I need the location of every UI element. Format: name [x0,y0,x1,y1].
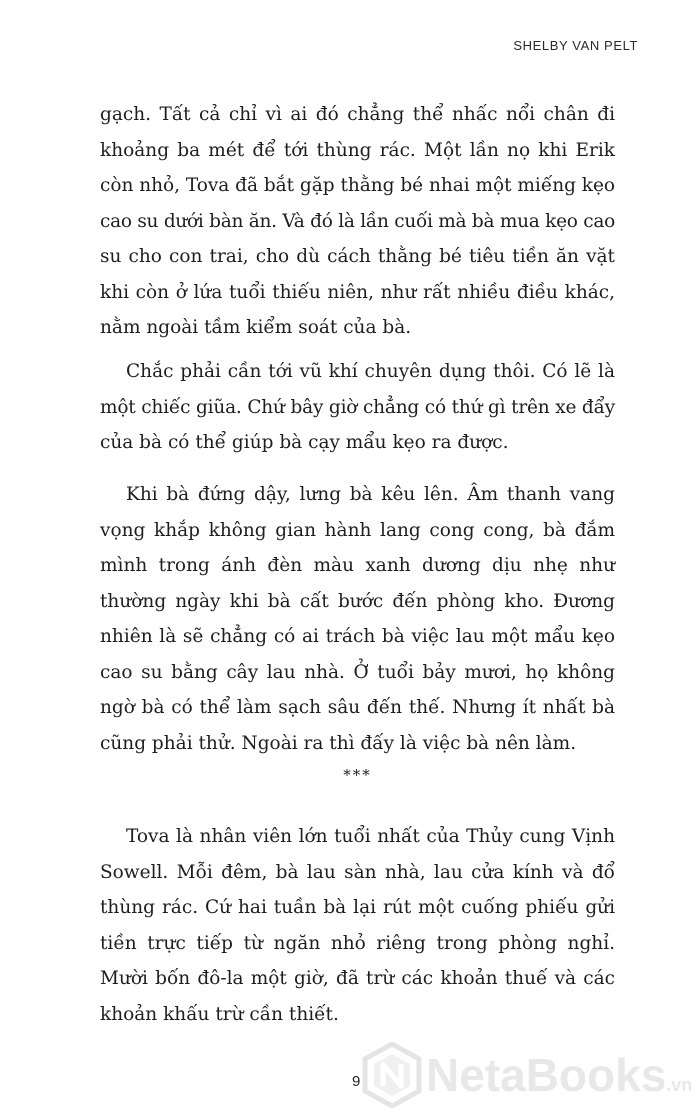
paragraph-line: Mười bốn đô-la một giờ, đã trừ các khoản thuế và các [100,968,615,989]
paragraph-line: gạch. Tất cả chỉ vì ai đó chẳng thể nhấc nổi chân đi [100,104,615,125]
paragraph-1 [100,97,615,346]
paragraph-line: một chiếc giũa. Chứ bây giờ chẳng có thứ gì trên xe đẩy [100,396,615,418]
paragraph-line: nhiên là sẽ chẳng có ai trách bà việc lau một mẩu kẹo [100,626,615,647]
paragraph-line: tiền trực tiếp từ ngăn nhỏ riêng trong phòng nghỉ. [100,932,615,954]
paragraph-3 [100,477,615,761]
paragraph-line: Khi bà đứng dậy, lưng bà kêu lên. Âm thanh vang [126,484,615,505]
paragraph-line: khi còn ở lứa tuổi thiếu niên, như rất nhiều điều khác, [100,281,615,303]
paragraph-line: Chắc phải cần tới vũ khí chuyên dụng thôi. Có lẽ là [126,361,615,382]
running-head: SHELBY VAN PELT [513,38,638,53]
paragraph-line: còn nhỏ, Tova đã bắt gặp thằng bé nhai một miếng kẹo [100,175,615,196]
paragraph-line: mình trong ánh đèn màu xanh dương dịu nhẹ như [100,555,615,576]
watermark-brand: NetaBooks.vn [426,1049,693,1101]
netabooks-watermark [360,1040,695,1110]
paragraph-line: Tova là nhân viên lớn tuổi nhất của Thủy cung Vịnh [126,826,615,847]
paragraph-line: thường ngày khi bà cất bước đến phòng kho. Đương [100,590,615,612]
paragraph-line: su cho con trai, cho dù cách thằng bé tiêu tiền ăn vặt [100,246,615,267]
paragraph-4 [100,819,615,1032]
netabooks-logo-icon [362,1042,422,1108]
paragraph-2 [100,354,615,461]
paragraph-line: của bà có thể giúp bà cạy mẩu kẹo ra được. [100,432,509,453]
paragraph-line: Sowell. Mỗi đêm, bà lau sàn nhà, lau cửa kính và đổ [100,861,615,883]
section-break: *** [343,766,372,784]
paragraph-line: khoảng ba mét để tới thùng rác. Một lần nọ khi Erik [100,139,615,161]
paragraph-line: cũng phải thử. Ngoài ra thì đấy là việc bà nên làm. [100,732,577,754]
paragraph-line: vọng khắp không gian hành lang cong cong, bà đắm [100,519,615,541]
paragraph-line: thùng rác. Cứ hai tuần bà lại rút một cuống phiếu gửi [100,897,615,918]
paragraph-line: ngờ bà có thể làm sạch sâu đến thế. Nhưng ít nhất bà [100,697,615,718]
page-number: 9 [352,1073,361,1090]
paragraph-line: cao su bằng cây lau nhà. Ở tuổi bảy mươi, họ không [100,661,615,683]
paragraph-line: khoản khấu trừ cần thiết. [100,1003,339,1025]
paragraph-line: nằm ngoài tầm kiểm soát của bà. [100,317,412,338]
paragraph-line: cao su dưới bàn ăn. Và đó là lần cuối mà bà mua kẹo cao [100,210,615,232]
